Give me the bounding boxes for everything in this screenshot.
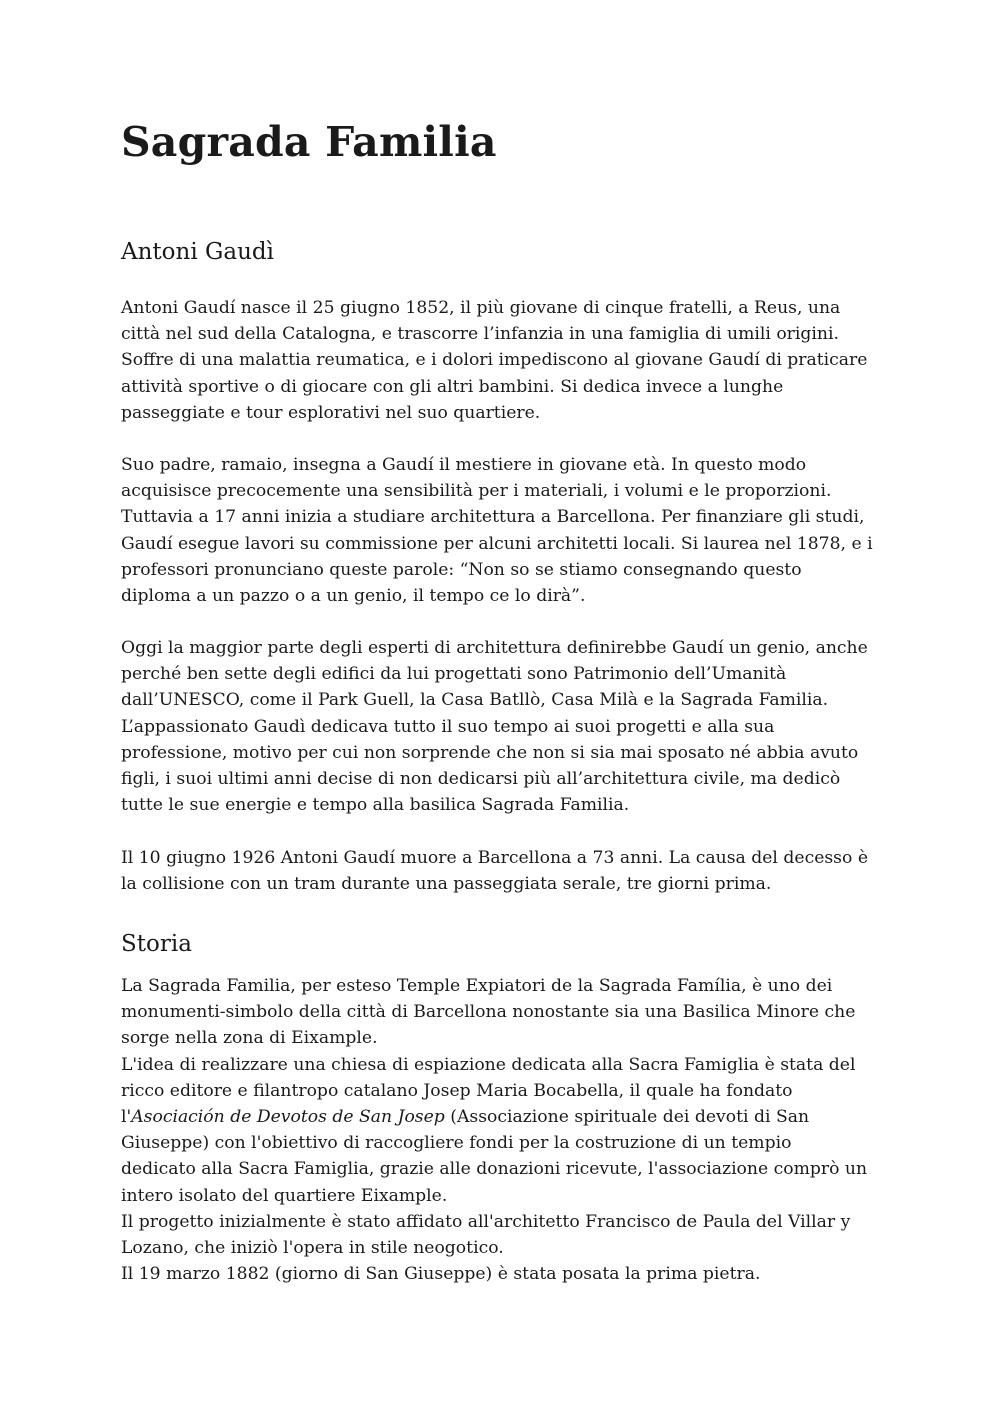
text-line: passeggiate e tour esplorativi nel suo quartiere. <box>121 402 541 423</box>
text-line: monumenti-simbolo della città di Barcellona nonostante sia una Basilica Minore che <box>121 1002 856 1023</box>
text-line: dedicato alla Sacra Famiglia, grazie alle donazioni ricevute, l'associazione comprò un <box>121 1159 868 1180</box>
text-line: Il 19 marzo 1882 (giorno di San Giuseppe) è stata posata la prima pietra. <box>121 1264 761 1285</box>
text-line: figli, i suoi ultimi anni decise di non dedicarsi più all’architettura civile, ma dedicò <box>121 769 841 790</box>
text-segment: (Associazione spirituale dei devoti di San <box>444 1107 810 1128</box>
paragraph-storia <box>121 973 891 1287</box>
text-line: diploma a un pazzo o a un genio, il tempo ce lo dirà”. <box>121 586 586 607</box>
text-line: L'idea di realizzare una chiesa di espiazione dedicata alla Sacra Famiglia è stata del <box>121 1054 856 1075</box>
text-line: intero isolato del quartiere Eixample. <box>121 1185 448 1206</box>
text-line: Oggi la maggior parte degli esperti di architettura definirebbe Gaudí un genio, anche <box>121 638 868 658</box>
text-line: Antoni Gaudí nasce il 25 giugno 1852, il più giovane di cinque fratelli, a Reus, una <box>121 298 841 318</box>
section-heading-storia: Storia <box>121 931 192 957</box>
text-line: attività sportive o di giocare con gli altri bambini. Si dedica invece a lunghe <box>121 376 784 397</box>
text-line: tutte le sue energie e tempo alla basilica Sagrada Familia. <box>121 795 630 816</box>
text-line: professione, motivo per cui non sorprende che non si sia mai sposato né abbia avuto <box>121 742 859 763</box>
text-line: dall’UNESCO, come il Park Guell, la Casa Batllò, Casa Milà e la Sagrada Familia. <box>121 690 829 711</box>
paragraph-gaudi-death <box>121 845 891 897</box>
text-line: professori pronunciano queste parole: “Non so se stiamo consegnando questo <box>121 559 802 580</box>
paragraph-gaudi-legacy <box>121 635 891 818</box>
italic-association-name: Asociación de Devotos de San Josep <box>131 1107 445 1128</box>
text-line: la collisione con un tram durante una passeggiata serale, tre giorni prima. <box>121 874 772 895</box>
text-line: acquisisce precocemente una sensibilità per i materiali, i volumi e le proporzioni. <box>121 481 832 502</box>
paragraph-gaudi-education <box>121 452 891 609</box>
text-line-with-italic <box>121 1104 891 1130</box>
text-line: Il progetto inizialmente è stato affidato all'architetto Francisco de Paula del Villar y <box>121 1211 851 1232</box>
text-line: ricco editore e filantropo catalano Josep Maria Bocabella, il quale ha fondato <box>121 1080 793 1101</box>
section-heading-antoni-gaudi: Antoni Gaudì <box>121 239 274 265</box>
text-line: Gaudí esegue lavori su commissione per alcuni architetti locali. Si laurea nel 1878, e i <box>121 533 873 554</box>
text-line: perché ben sette degli edifici da lui progettati sono Patrimonio dell’Umanità <box>121 664 787 685</box>
text-line: Suo padre, ramaio, insegna a Gaudí il mestiere in giovane età. In questo modo <box>121 455 807 475</box>
text-line: Soffre di una malattia reumatica, e i dolori impediscono al giovane Gaudí di praticare <box>121 350 868 371</box>
text-line: L’appassionato Gaudì dedicava tutto il suo tempo ai suoi progetti e alla sua <box>121 716 775 737</box>
text-line: Lozano, che iniziò l'opera in stile neogotico. <box>121 1238 504 1259</box>
text-line: città nel sud della Catalogna, e trascorre l’infanzia in una famiglia di umili origini. <box>121 324 839 345</box>
text-line: Giuseppe) con l'obiettivo di raccogliere fondi per la costruzione di un tempio <box>121 1133 792 1154</box>
text-line: sorge nella zona di Eixample. <box>121 1028 378 1049</box>
text-segment: l' <box>121 1107 132 1128</box>
paragraph-gaudi-childhood <box>121 295 891 426</box>
document-title: Sagrada Familia <box>121 118 497 166</box>
text-line: La Sagrada Familia, per esteso Temple Expiatori de la Sagrada Família, è uno dei <box>121 976 833 996</box>
text-line: Il 10 giugno 1926 Antoni Gaudí muore a Barcellona a 73 anni. La causa del decesso è <box>121 848 868 868</box>
text-line: Tuttavia a 17 anni inizia a studiare architettura a Barcellona. Per finanziare gli studi, <box>121 507 865 528</box>
